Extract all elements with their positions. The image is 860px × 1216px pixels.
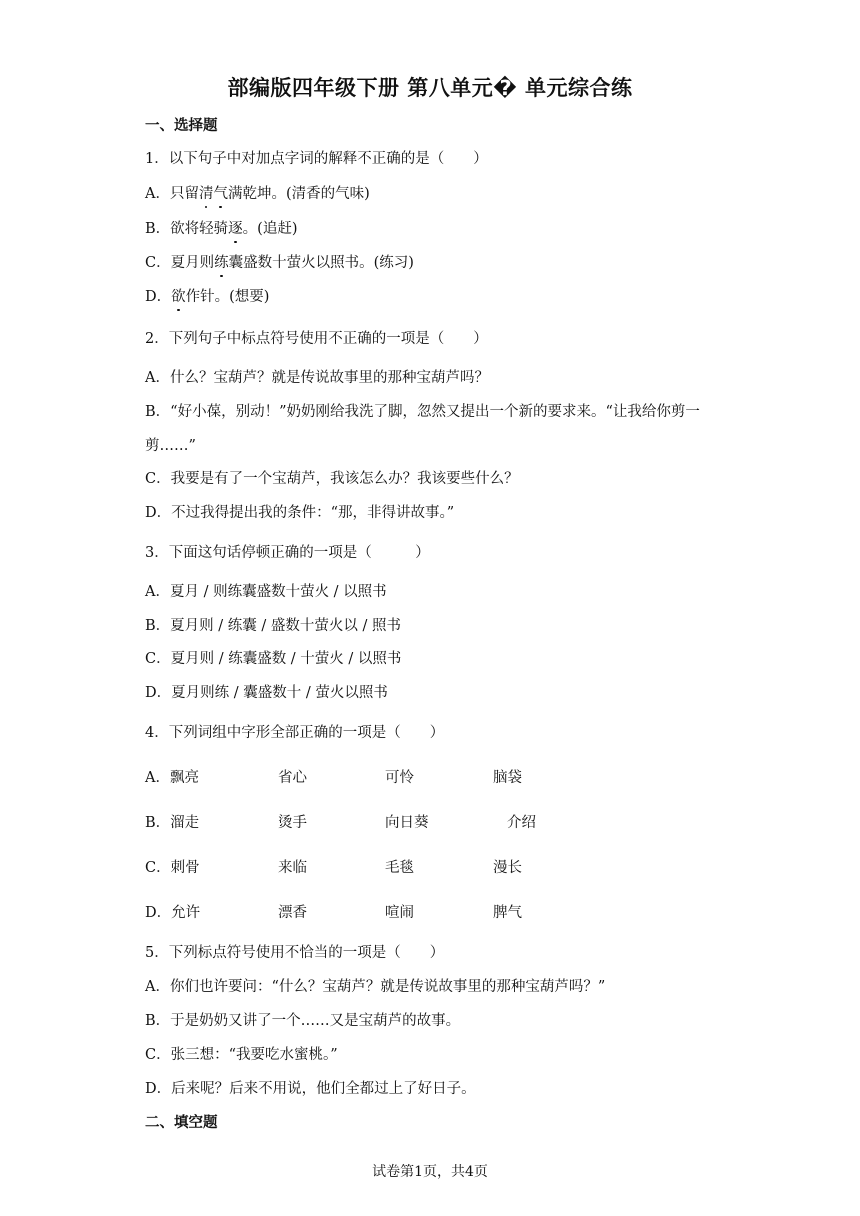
question-2-stem: 2．下列句子中标点符号使用不正确的一项是（ ） [145,331,488,347]
emphasis-dot-char: 练 [214,251,229,272]
option-text: 作针。(想要) [185,289,270,305]
emphasis-dot-char: 清 [199,182,214,203]
question-2-option-d: D．不过我得提出我的条件：“那，非得讲故事。” [145,505,455,521]
question-4-word: 漂香 [278,905,307,921]
emphasis-dot-char: 气 [213,182,228,203]
question-5-option-a: A．你们也许要问：“什么？宝葫芦？就是传说故事里的那种宝葫芦吗？” [145,979,606,995]
question-1-option-c [145,251,414,272]
option-text: A．只留 [145,186,199,202]
section-heading-choice: 一、选择题 [145,118,218,134]
question-3-option-a: A．夏月 / 则练囊盛数十萤火 / 以照书 [145,584,387,600]
question-4-word: D．允许 [145,905,201,921]
option-text: D． [145,289,172,305]
section-heading-fill-blank: 二、填空题 [145,1115,218,1131]
question-1-option-d [145,285,269,306]
question-1-option-b [145,217,297,238]
question-2-option-c: C．我要是有了一个宝葫芦，我该怎么办？我该要些什么？ [145,471,519,487]
question-3-option-d: D．夏月则练 / 囊盛数十 / 萤火以照书 [145,685,388,701]
question-5-option-d: D．后来呢？后来不用说，他们全都过上了好日子。 [145,1081,476,1097]
question-4-word: 脾气 [493,905,522,921]
emphasis-dot-char: 逐 [228,217,243,238]
question-5-option-c: C．张三想：“我要吃水蜜桃。” [145,1047,338,1063]
question-1-option-a [145,182,370,203]
question-4-word: 脑袋 [493,770,522,786]
question-4-word: 喧闹 [385,905,414,921]
question-4-word: 省心 [278,770,307,786]
question-4-word: C．刺骨 [145,860,200,876]
page-title: 部编版四年级下册 第八单元� 单元综合练 [227,76,633,100]
question-4-word: A．飘亮 [145,770,199,786]
option-text: B．欲将轻骑 [145,221,229,237]
question-4-word: 介绍 [507,815,536,831]
question-3-stem: 3．下面这句话停顿正确的一项是（ ） [145,545,430,561]
emphasis-dot-char: 欲 [171,285,186,306]
option-text: 满乾坤。(清香的气味) [227,186,370,202]
question-2-option-b-line2: 剪……” [145,438,196,454]
question-3-option-b: B．夏月则 / 练囊 / 盛数十萤火以 / 照书 [145,618,401,634]
question-3-option-c: C．夏月则 / 练囊盛数 / 十萤火 / 以照书 [145,651,402,667]
question-5-stem: 5．下列标点符号使用不恰当的一项是（ ） [145,945,445,961]
question-4-word: 向日葵 [385,815,429,831]
question-4-word: 烫手 [278,815,307,831]
page-footer: 试卷第1页，共4页 [372,1164,488,1180]
question-2-option-b-line1: B．“好小葆，别动！”奶奶刚给我洗了脚，忽然又提出一个新的要求来。“让我给你剪一 [145,404,700,420]
option-text: 。(追赶) [242,221,298,237]
question-4-word: 可怜 [385,770,414,786]
question-4-word: 毛毯 [385,860,414,876]
option-text: 囊盛数十萤火以照书。(练习) [228,255,414,271]
question-4-word: B．溜走 [145,815,200,831]
question-5-option-b: B．于是奶奶又讲了一个……又是宝葫芦的故事。 [145,1013,461,1029]
question-2-option-a: A．什么？宝葫芦？就是传说故事里的那种宝葫芦吗？ [145,370,489,386]
option-text: C．夏月则 [145,255,215,271]
question-1-stem: 1．以下句子中对加点字词的解释不正确的是（ ） [145,151,488,167]
question-4-stem: 4．下列词组中字形全部正确的一项是（ ） [145,725,445,741]
question-4-word: 来临 [278,860,307,876]
question-4-word: 漫长 [493,860,522,876]
